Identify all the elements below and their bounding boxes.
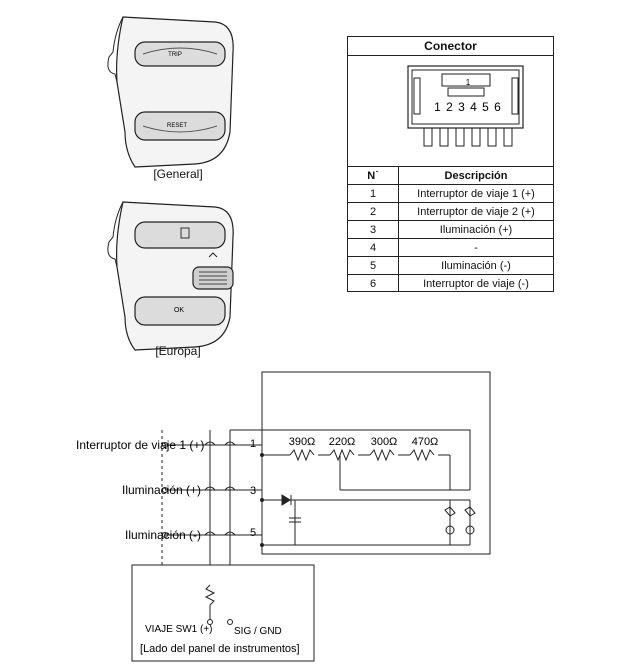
caption-general: [General] <box>153 167 203 181</box>
switch-general <box>108 17 233 167</box>
table-row <box>348 275 553 293</box>
steering-switch-illustrations <box>95 12 245 362</box>
pin-number: 3 <box>348 221 399 239</box>
connector-pin-table <box>348 167 553 292</box>
line-label-trip1: Interruptor de viaje 1 (+) <box>76 438 205 452</box>
table-row <box>348 239 553 257</box>
ok-label: OK <box>173 307 185 314</box>
resistor-label-220: 220Ω <box>328 436 356 448</box>
resistor-label-470: 470Ω <box>411 436 439 448</box>
connector-key-label: 1 <box>465 78 471 87</box>
resistor-label-390: 390Ω <box>288 436 316 448</box>
pin-number: 4 <box>348 239 399 257</box>
connector-icon <box>348 56 553 166</box>
resistor-label-300: 300Ω <box>370 436 398 448</box>
pin-label-1: 1 <box>250 438 257 450</box>
pin-description: Interruptor de viaje 2 (+) <box>399 203 554 221</box>
pin-description: - <box>399 239 554 257</box>
circuit-diagram <box>0 360 623 670</box>
pin-number: 1 <box>348 185 399 203</box>
connector-pin-numbers: 1 2 3 4 5 6 <box>434 100 502 114</box>
table-row <box>348 221 553 239</box>
trip-label: TRIP <box>168 52 182 58</box>
reset-label: RESET <box>166 123 188 129</box>
pin-description: Interruptor de viaje 1 (+) <box>399 185 554 203</box>
col-n-header: N˙ <box>348 167 399 185</box>
cluster-gnd-label: SIG / GND <box>234 626 282 637</box>
col-desc-header: Descripción <box>444 169 508 182</box>
pin-label-3: 3 <box>250 485 257 497</box>
pin-description: Iluminación (-) <box>399 257 554 275</box>
pin-label-5: 5 <box>250 527 257 539</box>
caption-europa: [Europa] <box>155 344 201 358</box>
table-row <box>348 185 553 203</box>
line-label-illum-minus: Iluminación (-) <box>125 528 202 542</box>
table-header-row <box>348 167 553 185</box>
cluster-sw-label: VIAJE SW1 (+) <box>145 624 213 635</box>
switch-module-box <box>262 372 490 554</box>
pin-number: 5 <box>348 257 399 275</box>
pin-description: Iluminación (+) <box>399 221 554 239</box>
connector-table <box>347 36 554 292</box>
switch-europa <box>108 202 233 350</box>
pin-number: 6 <box>348 275 399 293</box>
pin-description: Interruptor de viaje (-) <box>399 275 554 293</box>
cluster-box-label: [Lado del panel de instrumentos] <box>140 643 300 655</box>
pin-number: 2 <box>348 203 399 221</box>
connector-title: Conector <box>348 37 553 56</box>
connector-picture <box>348 56 553 167</box>
line-label-illum-plus: Iluminación (+) <box>122 483 202 497</box>
table-row <box>348 257 553 275</box>
table-row <box>348 203 553 221</box>
